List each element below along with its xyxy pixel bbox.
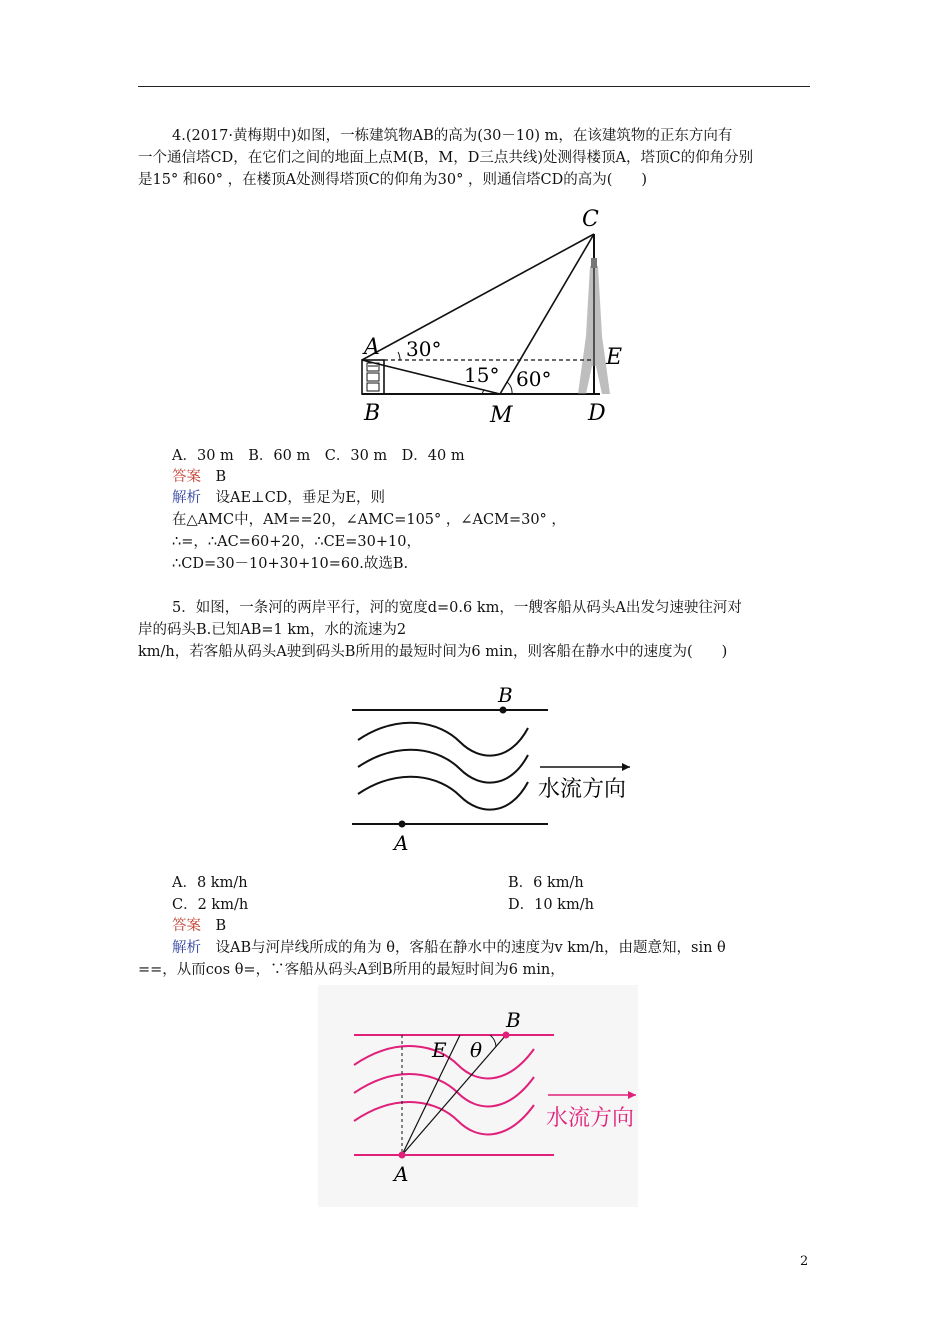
q5-analysis-label: 解析	[172, 940, 201, 956]
q4-label-M: M	[490, 403, 513, 428]
q4-answer-row	[172, 467, 226, 487]
q4-label-B: B	[364, 401, 381, 426]
q5-option-D: D．10 km/h	[508, 897, 594, 913]
q4-analysis-line-3: ∴CD=30－10+30+10=60.故选B.	[172, 556, 409, 572]
q5-fig1-label-A: A	[394, 831, 409, 855]
q4-analysis-label: 解析	[172, 490, 201, 506]
q5-answer-label: 答案	[172, 918, 201, 934]
q5-fig2-label-A: A	[394, 1162, 409, 1186]
q5-analysis-row	[172, 938, 726, 958]
q5-option-B: B．6 km/h	[508, 875, 584, 891]
q5-analysis-first: 设AB与河岸线所成的角为 θ，客船在静水中的速度为v km/h，由题意知，sin θ	[215, 940, 726, 956]
q4-answer-label: 答案	[172, 469, 201, 485]
q4-line-2: 一个通信塔CD，在它们之间的地面上点M(B，M，D三点共线)处测得楼顶A，塔顶C的仰角分别	[138, 150, 754, 166]
q5-fig2-label-theta: θ	[470, 1038, 483, 1062]
q4-line-3: 是15° 和60° ，在楼顶A处测得塔顶C的仰角为30° ，则通信塔CD的高为( )	[138, 172, 648, 188]
q5-option-A: A．8 km/h	[172, 875, 248, 891]
q4-label-D: D	[588, 401, 606, 426]
q5-fig2-flow-label: 水流方向	[546, 1106, 635, 1131]
q5-line-1: 5．如图，一条河的两岸平行，河的宽度d=0.6 km，一艘客船从码头A出发匀速驶往河对	[172, 600, 742, 616]
q4-answer-value: B	[215, 469, 227, 485]
q4-options: A．30 m B．60 m C．30 m D．40 m	[172, 448, 465, 464]
q5-fig1-flow-label: 水流方向	[538, 777, 627, 802]
q5-option-C: C．2 km/h	[172, 897, 249, 913]
q5-analysis-line-1: ==，从而cos θ=，∵客船从码头A到B所用的最短时间为6 min，	[138, 962, 565, 978]
q4-analysis-first: 设AE⊥CD，垂足为E，则	[215, 490, 385, 506]
page-number: 2	[800, 1254, 809, 1269]
q4-label-A: A	[364, 335, 380, 360]
q5-line-3: km/h，若客船从码头A驶到码头B所用的最短时间为6 min，则客船在静水中的速度为( )	[138, 644, 728, 660]
q5-figure-2	[318, 985, 638, 1207]
q4-analysis-line-1: 在△AMC中，AM==20，∠AMC=105° ，∠ACM=30° ，	[172, 512, 566, 528]
q4-angle-60: 60°	[516, 367, 552, 391]
q4-analysis-row	[172, 488, 385, 508]
q5-answer-row	[172, 916, 226, 936]
q5-figure-1	[340, 672, 650, 862]
q5-fig1-label-B: B	[498, 683, 513, 707]
q4-angle-15: 15°	[464, 363, 500, 387]
header-rule	[138, 86, 810, 87]
q5-line-2: 岸的码头B.已知AB=1 km，水的流速为2	[138, 622, 407, 638]
q4-angle-30: 30°	[406, 337, 442, 361]
q5-fig2-label-B: B	[506, 1008, 521, 1032]
q5-answer-value: B	[215, 918, 227, 934]
q4-label-C: C	[582, 207, 599, 232]
q4-analysis-line-2: ∴=，∴AC=60+20，∴CE=30+10，	[172, 534, 421, 550]
q4-label-E: E	[606, 345, 623, 370]
q5-fig2-label-E: E	[432, 1038, 447, 1062]
q4-figure	[340, 196, 630, 436]
q4-line-1: 4.(2017·黄梅期中)如图，一栋建筑物AB的高为(30－10) m，在该建筑物的正东方向有	[172, 128, 733, 144]
